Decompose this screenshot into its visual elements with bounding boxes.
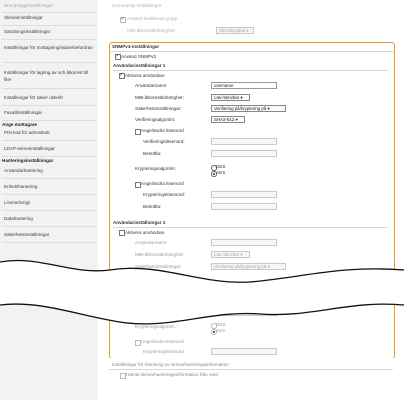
dedicated-group-label: Använd dedikerad grupp [127, 16, 178, 21]
top-mib-label: MIB-åtkomstbehörighet: [127, 28, 176, 33]
top-mib-select[interactable]: Skrivskyddad ▾ [216, 27, 254, 34]
printer-mgmt-label: Hämta skrivarhanteringsinformation från värd [126, 372, 218, 377]
user2-security-select[interactable]: Verifiering på/kryptering på ▾ [211, 263, 286, 270]
user1-verify-pw-label: Verifieringslösenord: [143, 139, 185, 144]
user2-enable-label: Aktivera användare [125, 230, 165, 235]
top-mib-value: Skrivskyddad [219, 28, 246, 33]
sidebar-item-security[interactable]: Säkerhetsinställningar [4, 232, 50, 237]
user1-security-label: Säkerhetsinställningar: [135, 106, 182, 111]
user1-change-pw-label: Ange/ändra lösenord [141, 128, 184, 133]
user2-mib-value: Läs-/skrivbar [214, 252, 240, 257]
sidebar-item-file-access[interactable]: Inställningar för lagring av och åtkomst till filer [4, 70, 89, 82]
user1-username-input[interactable]: username [211, 82, 277, 89]
user2-username-label: Användarnamn: [135, 240, 168, 245]
user2-crypto-pw-label: Krypteringslösenord: [143, 349, 186, 354]
sidebar-item-license[interactable]: Licens/övrigt [4, 200, 30, 205]
user1-confirm-label: Bekräfta: [143, 151, 162, 156]
user1-auth-alg-label: Verifieringsalgoritm: [135, 117, 176, 122]
user2-crypto-alg-label: Krypteringsalgoritm: [135, 324, 176, 329]
user1-mib-value: Läs-/skrivbar [214, 95, 240, 100]
user1-heading: Användarinställningar 1 [113, 63, 166, 68]
user1-mib-select[interactable]: Läs-/skrivbar ▾ [211, 94, 250, 101]
user2-heading: Användarinställningar 2 [113, 220, 166, 225]
user1-auth-alg-value: SHA2-512 [214, 117, 235, 122]
sidebar-item-printer[interactable]: Skrivarinställningar [4, 15, 43, 20]
user1-enable-label: Aktivera användare [125, 73, 165, 78]
user1-auth-alg-select[interactable]: SHA2-512 ▾ [211, 116, 245, 123]
user1-confirm2-label: Bekräfta: [143, 204, 162, 209]
sidebar-item-send[interactable]: Sändningsinställningar [4, 29, 51, 34]
user1-change-pw2-label: Ange/ändra lösenord [141, 181, 184, 186]
user1-mib-label: MIB-åtkomstbehörighet: [135, 95, 184, 100]
user2-change-pw2-label: Ange/ändra lösenord [141, 339, 184, 344]
sidebar-item-ldap[interactable]: LDAP-serverinställningar [4, 146, 55, 151]
user2-aes-label: AES [216, 328, 226, 333]
user2-des-label: DES [216, 322, 226, 327]
user1-security-value: Verifiering på/kryptering på [214, 106, 267, 111]
sidebar-item-addressbook-pin[interactable]: PIN-kod för adressbok [4, 130, 50, 135]
sidebar-item-user-mgmt[interactable]: Användarhantering [4, 168, 43, 173]
user1-aes-label: AES [216, 170, 226, 175]
user2-security-value: Verifiering på/kryptering på [214, 264, 267, 269]
sidebar-item-fax[interactable]: Faxutilinställningar [4, 110, 43, 115]
user1-des-label: DES [216, 164, 226, 169]
sidebar-section-recipients: Ange mottagare [2, 122, 37, 127]
sidebar-item-device-mgmt[interactable]: Enhetshantering [4, 184, 38, 189]
sidebar-section-management: Hanteringsinställningar [2, 158, 54, 163]
sidebar-item-data-mgmt[interactable]: Datahantering [4, 216, 33, 221]
user2-security-label: Säkerhetsinställningar: [135, 264, 182, 269]
sidebar-item-firewall[interactable]: Brandväggsinställningar [4, 3, 54, 8]
sidebar-item-receive[interactable]: Inställningar för mottagning/vidarebefordran [4, 45, 93, 50]
user1-security-select[interactable]: Verifiering på/kryptering på ▾ [211, 105, 286, 112]
user1-username-label: Användarnamn: [135, 83, 168, 88]
user1-crypto-alg-label: Krypteringsalgoritm: [135, 166, 176, 171]
user2-mib-label: MIB-åtkomstbehörighet: [135, 252, 184, 257]
sidebar-item-secure-print[interactable]: Inställningar för säker utskrift [4, 95, 63, 100]
user1-crypto-pw-label: Krypteringslösenord: [143, 192, 186, 197]
snmpv3-title: SNMPv3-inställningar [112, 44, 160, 49]
user2-mib-select[interactable]: Läs-/skrivbar ▾ [211, 251, 250, 258]
printer-mgmt-heading: Inställningar för hämtning av skrivarhanteringsinformation [112, 362, 229, 367]
community-settings-label: Community-inställningar [112, 3, 162, 8]
use-snmpv3-label: Använd SNMPv3 [121, 53, 156, 59]
